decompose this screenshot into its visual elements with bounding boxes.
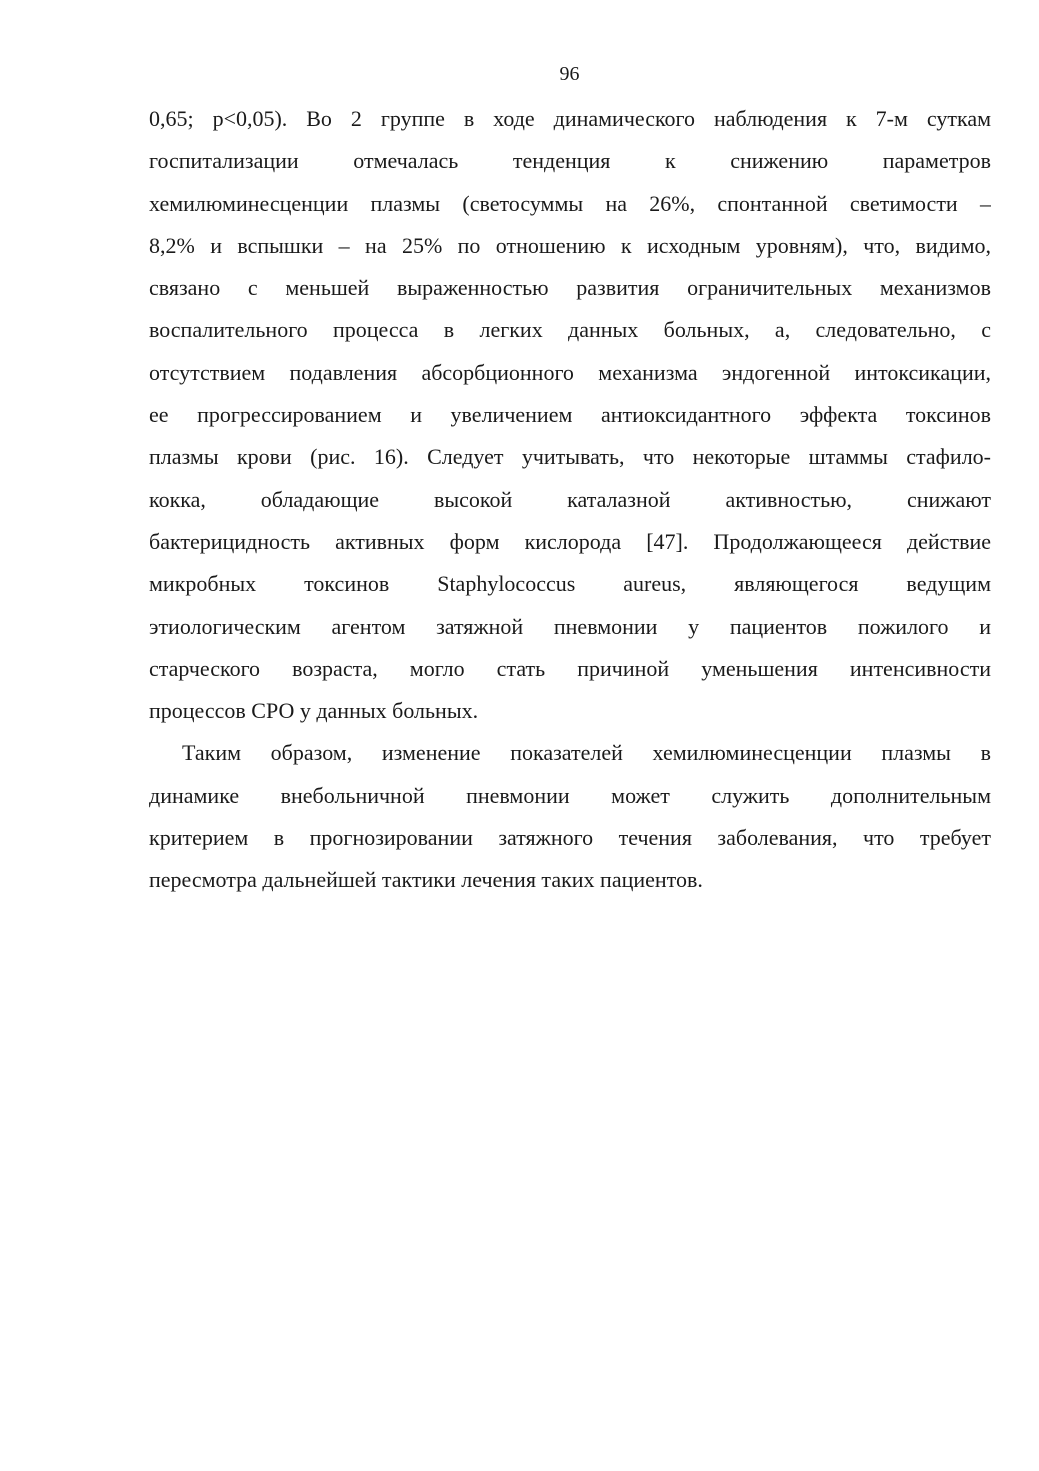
text-line: старческого возраста, могло стать причиной уменьшения интенсивности xyxy=(149,655,991,681)
text-line: процессов СРО у данных больных. xyxy=(149,698,479,724)
text-line: госпитализации отмечалась тенденция к снижению параметров xyxy=(149,148,991,174)
page-number: 96 xyxy=(559,63,580,85)
text-line: воспалительного процесса в легких данных больных, а, следовательно, с xyxy=(149,317,991,343)
text-line: пересмотра дальнейшей тактики лечения таких пациентов. xyxy=(149,867,703,893)
text-line: кокка, обладающие высокой каталазной активностью, снижают xyxy=(149,486,991,512)
text-line: 8,2% и вспышки – на 25% по отношению к исходным уровням), что, видимо, xyxy=(149,232,991,258)
text-line: критерием в прогнозировании затяжного течения заболевания, что требует xyxy=(149,825,991,851)
text-line: ее прогрессированием и увеличением антиоксидантного эффекта токсинов xyxy=(149,402,991,428)
body-text xyxy=(149,98,991,902)
text-line: Таким образом, изменение показателей хемилюминесценции плазмы в xyxy=(182,740,991,766)
text-line: отсутствием подавления абсорбционного механизма эндогенной интоксикации, xyxy=(149,359,991,385)
text-line: микробных токсинов Staphylococcus aureus, являющегося ведущим xyxy=(149,571,991,597)
text-line: динамике внебольничной пневмонии может служить дополнительным xyxy=(149,782,991,808)
text-line: плазмы крови (рис. 16). Следует учитывать, что некоторые штаммы стафило- xyxy=(149,444,991,470)
text-line: 0,65; р<0,05). Во 2 группе в ходе динамического наблюдения к 7-м суткам xyxy=(149,106,991,131)
text-line: бактерицидность активных форм кислорода [47]. Продолжающееся действие xyxy=(149,528,991,554)
text-line: этиологическим агентом затяжной пневмонии у пациентов пожилого и xyxy=(149,613,991,639)
text-line: связано с меньшей выраженностью развития ограничительных механизмов xyxy=(149,275,991,301)
text-line: хемилюминесценции плазмы (светосуммы на 26%, спонтанной светимости – xyxy=(149,190,991,216)
